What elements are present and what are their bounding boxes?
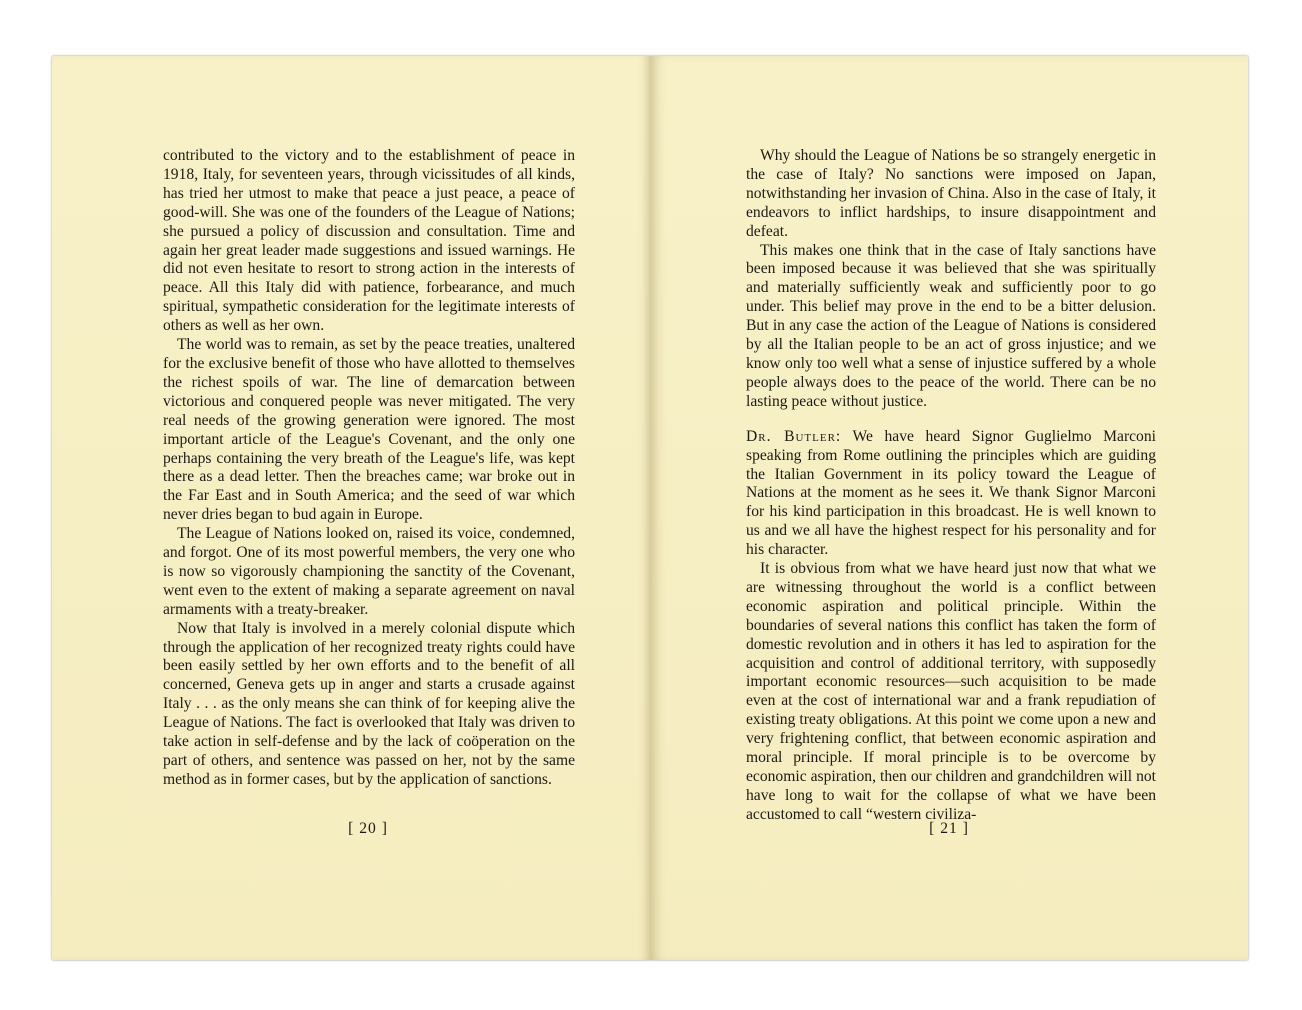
speaker-paragraph (746, 428, 1156, 560)
right-page (650, 56, 1248, 960)
right-page-number: [ 21 ] (929, 820, 969, 837)
right-paragraph-2: This makes one think that in the case of Italy sanctions have been imposed because it was believed that she was spiritually and materially sufficiently weak and sufficiently poor to go under. This belief may prove in the end to be a bitter delusion. But in any case the action of the League of Nations is considered by all the Italian people to be an act of gross injustice; and we know only too well what a sense of injustice suffered by a whole people always does to the peace of the world. There can be no lasting peace without justice. (746, 241, 1156, 410)
speaker-text: We have heard Signor Guglielmo Marconi speaking from Rome outlining the principles which are guiding the Italian Government in its policy toward the League of Nations at the moment as he sees it. We thank Signor Marconi for his kind participation in this broadcast. He is well known to us and we all have the highest respect for his personality and for his character. (746, 427, 1156, 559)
left-page-number: [ 20 ] (348, 820, 388, 837)
left-paragraph-3: The League of Nations looked on, raised its voice, condemned, and forgot. One of its most powerful members, the very one who is now so vigorously championing the sanctity of the Covenant, went even to the extent of making a separate agreement on naval armaments with a treaty-breaker. (163, 525, 575, 618)
right-paragraph-1: Why should the League of Nations be so strangely energetic in the case of Italy? No sanctions were imposed on Japan, notwithstanding her invasion of China. Also in the case of Italy, it endeavors to inflict hardships, to insure disappointment and defeat. (746, 147, 1156, 240)
right-paragraph-final: It is obvious from what we have heard just now that what we are witnessing throughout the world is a conflict between economic aspiration and political principle. Within the boundaries of several nations this conflict has taken the form of domestic revolution and in others it has led to aspiration for the acquisition and control of additional territory, with supposedly important economic resources—such acquisition to be made even at the cost of international war and a frank repudiation of existing treaty obligations. At this point we come upon a new and very frightening conflict, that between economic aspiration and moral principle. If moral principle is to be overcome by economic aspiration, then our children and grandchildren will not have long to wait for the collapse of what we have been accustomed to call “western civiliza- (746, 560, 1156, 823)
right-page-text (746, 147, 1156, 825)
left-paragraph-2: The world was to remain, as set by the peace treaties, unaltered for the exclusive benefit of those who have allotted to themselves the richest spoils of war. The line of demarcation between victorious and conquered people was never mitigated. The very real needs of the growing generation were ignored. The most important article of the League's Covenant, and the only one perhaps containing the very breath of the League's life, was kept there as a dead letter. Then the breaches came; war broke out in the Far East and in South America; and the seed of war which never dries began to bud again in Europe. (163, 336, 575, 524)
left-page (52, 56, 650, 960)
left-page-text (163, 147, 575, 790)
left-paragraph-4: Now that Italy is involved in a merely colonial dispute which through the application of her recognized treaty rights could have been easily settled by her own efforts and to the benefit of all concerned, Geneva gets up in anger and starts a crusade against Italy . . . as the only means she can think of for keeping alive the League of Nations. The fact is overlooked that Italy was driven to take action in self-defense and by the lack of coöperation on the part of others, and sentence was passed on her, not by the same method as in former cases, but by the application of sanctions. (163, 619, 575, 788)
speaker-name: Dr. Butler: (746, 427, 842, 445)
book-spread (52, 56, 1248, 960)
left-paragraph-1: contributed to the victory and to the establishment of peace in 1918, Italy, for seventeen years, through vicissitudes of all kinds, has tried her utmost to make that peace a just peace, a peace of good-will. She was one of the founders of the League of Nations; she pursued a policy of discussion and consultation. Time and again her great leader made suggestions and issued warnings. He did not even hesitate to resort to strong action in the interests of peace. All this Italy did with patience, forbearance, and much spiritual, sympathetic consideration for the legitimate interests of others as well as her own. (163, 147, 575, 335)
